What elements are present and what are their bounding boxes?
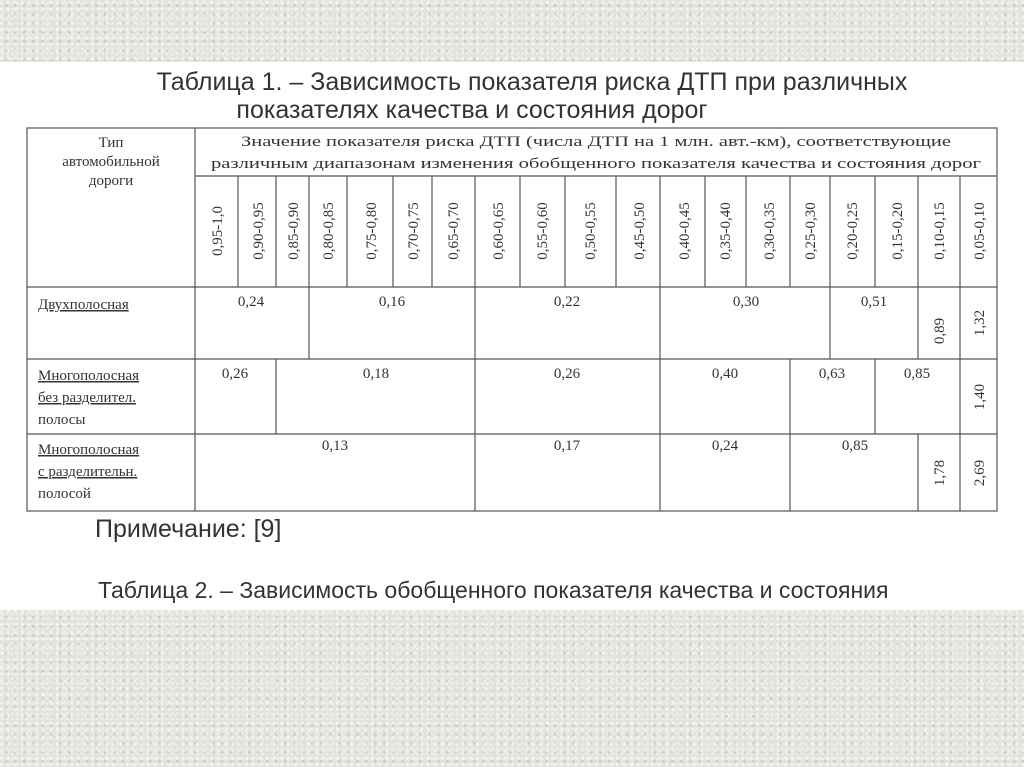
row-label-divided-2: с разделительн. [38,464,138,480]
range-header-3: 0,80-0,85 [321,202,337,260]
value-header-line-2: различным диапазонам изменения обобщенного показателя качества и состояния дорог [211,156,981,172]
cell-r2-v6: 0,85 [903,366,931,382]
cell-r1-v7: 1,32 [972,309,988,337]
cell-r2-v3: 0,26 [553,366,581,382]
cell-r2-v4: 0,40 [711,366,739,382]
row-label-two-lane: Двухполосная [38,297,129,313]
table-title-line-2: показателях качества и состояния дорог [236,96,708,124]
cell-r2-v5: 0,63 [818,366,846,382]
cell-r3-v3: 0,24 [711,438,739,454]
range-header-8: 0,55-0,60 [535,202,551,260]
row-label-multilane-1: Многополосная [38,368,140,384]
range-header-0: 0,95-1,0 [210,206,226,256]
cell-r1-v1: 0,24 [237,294,265,310]
range-header-4: 0,75-0,80 [364,202,380,260]
range-header-6: 0,65-0,70 [446,202,462,260]
cell-r3-v5: 1,78 [932,459,948,487]
cell-r1-v6: 0,89 [932,317,948,345]
range-header-13: 0,30-0,35 [762,202,778,260]
range-header-16: 0,15-0,20 [890,202,906,260]
row-label-multilane-3: полосы [38,412,86,428]
cell-r3-v6: 2,69 [972,459,988,487]
cell-r2-v1: 0,26 [221,366,249,382]
cell-r3-v4: 0,85 [841,438,869,454]
document-page [0,62,1024,610]
cell-r1-v2: 0,16 [378,294,406,310]
range-header-11: 0,40-0,45 [677,202,693,260]
row-label-divided-1: Многополосная [38,442,140,458]
range-header-9: 0,50-0,55 [583,202,599,260]
range-header-12: 0,35-0,40 [718,202,734,260]
range-header-1: 0,90-0,95 [251,202,267,260]
cell-r2-v7: 1,40 [972,383,988,411]
corner-header-line-3: дороги [88,173,134,189]
value-header-line-1: Значение показателя риска ДТП (числа ДТП на 1 млн. авт.-км), соответствующие [241,134,952,150]
cell-r1-v4: 0,30 [732,294,760,310]
corner-header-line-1: Тип [98,135,124,151]
range-header-10: 0,45-0,50 [632,202,648,260]
range-header-7: 0,60-0,65 [491,202,507,260]
table-title-line-1: Таблица 1. – Зависимость показателя риска ДТП при различных [156,68,908,96]
row-label-multilane-2: без разделител. [38,390,137,406]
cell-r1-v5: 0,51 [860,294,888,310]
range-header-17: 0,10-0,15 [932,202,948,260]
table-note: Примечание: [9] [95,515,282,543]
range-header-5: 0,70-0,75 [406,202,422,260]
range-header-15: 0,20-0,25 [845,202,861,260]
corner-header-line-2: автомобильной [62,154,160,170]
cell-r3-v1: 0,13 [321,438,349,454]
cell-r1-v3: 0,22 [553,294,581,310]
table-2-title: Таблица 2. – Зависимость обобщенного показателя качества и состояния [98,577,889,603]
range-header-2: 0,85-0,90 [286,202,302,260]
range-header-14: 0,25-0,30 [803,202,819,260]
cell-r2-v2: 0,18 [362,366,390,382]
row-label-divided-3: полосой [38,486,91,502]
range-header-18: 0,05-0,10 [972,202,988,260]
cell-r3-v2: 0,17 [553,438,581,454]
